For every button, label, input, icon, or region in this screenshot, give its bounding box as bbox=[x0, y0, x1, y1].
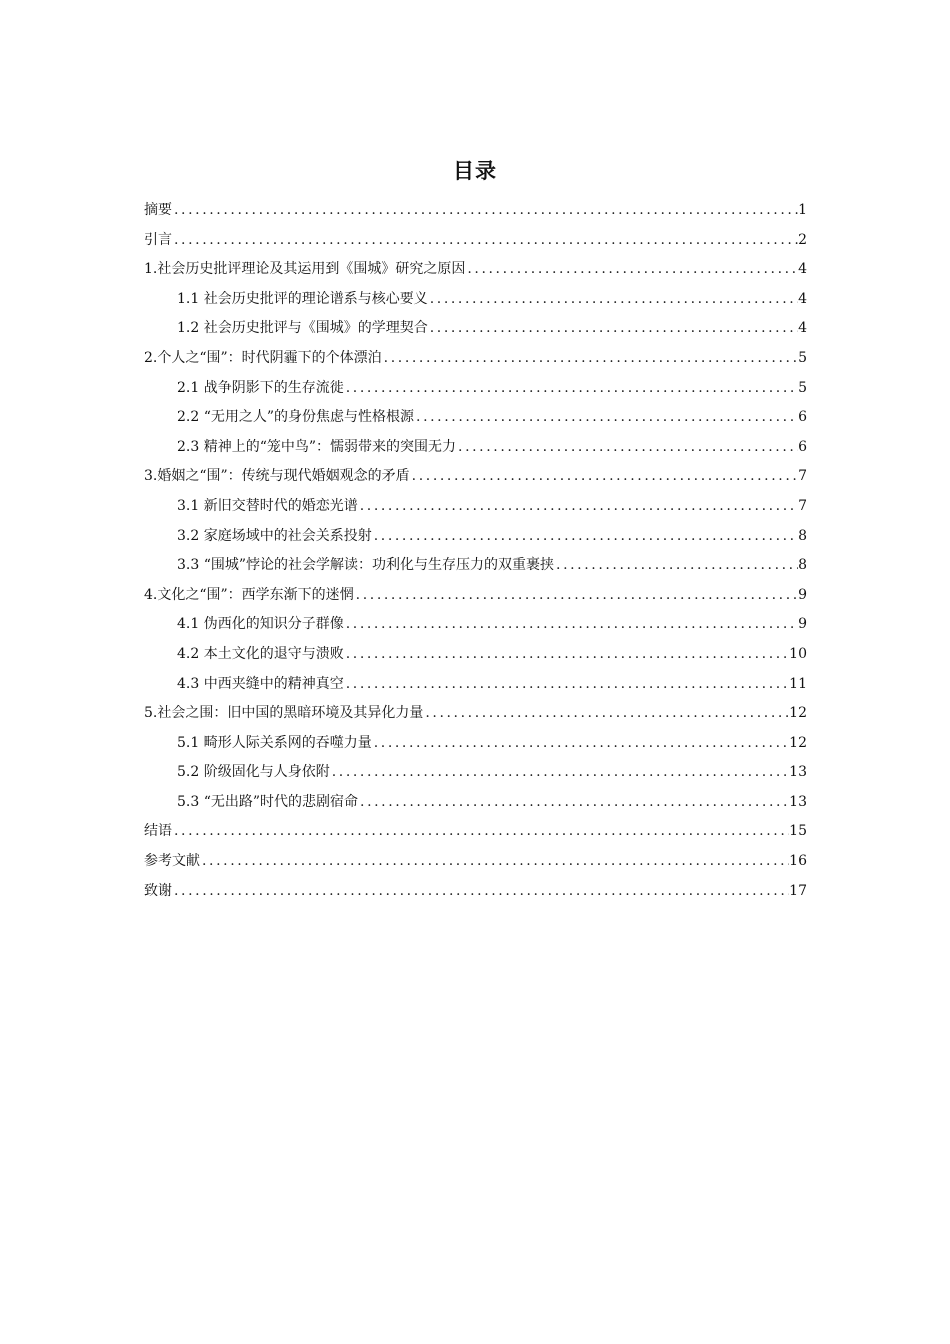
toc-entry-text: 1.社会历史批评理论及其运用到《围城》研究之原因 bbox=[144, 261, 466, 278]
toc-entry[interactable] bbox=[144, 314, 807, 344]
toc-page-number: 13 bbox=[789, 793, 807, 810]
toc-leader-dots bbox=[354, 581, 798, 611]
toc-entry-text: 致谢 bbox=[144, 882, 172, 899]
toc-entry-text: 5.社会之围：旧中国的黑暗环境及其异化力量 bbox=[144, 705, 424, 722]
toc-leader-dots bbox=[172, 817, 789, 847]
table-of-contents bbox=[144, 196, 807, 906]
toc-entry[interactable] bbox=[144, 403, 807, 433]
toc-page-number: 8 bbox=[798, 527, 807, 544]
toc-page-number: 5 bbox=[798, 379, 807, 396]
toc-entry[interactable] bbox=[144, 462, 807, 492]
toc-entry-text: 1.1 社会历史批评的理论谱系与核心要义 bbox=[177, 290, 428, 307]
toc-leader-dots bbox=[344, 374, 798, 404]
toc-page-number: 4 bbox=[798, 290, 807, 307]
toc-entry[interactable] bbox=[144, 581, 807, 611]
toc-entry[interactable] bbox=[144, 729, 807, 759]
toc-entry-text: 2.3 精神上的“笼中鸟”：懦弱带来的突围无力 bbox=[177, 438, 457, 455]
toc-page-number: 1 bbox=[798, 202, 807, 218]
toc-page-number: 7 bbox=[798, 497, 807, 514]
toc-leader-dots bbox=[200, 847, 789, 877]
toc-entry-text: 2.1 战争阴影下的生存流徙 bbox=[177, 379, 344, 396]
toc-page-number: 6 bbox=[798, 409, 807, 426]
toc-leader-dots bbox=[423, 699, 789, 729]
toc-page-number: 2 bbox=[798, 231, 807, 248]
toc-entry[interactable] bbox=[144, 285, 807, 315]
toc-leader-dots bbox=[330, 758, 789, 788]
toc-entry-text: 结语 bbox=[144, 823, 172, 840]
toc-entry-text: 引言 bbox=[144, 231, 172, 248]
toc-leader-dots bbox=[172, 196, 798, 226]
toc-entry[interactable] bbox=[144, 877, 807, 907]
toc-entry[interactable] bbox=[144, 522, 807, 552]
toc-leader-dots bbox=[465, 255, 798, 285]
toc-entry-text: 参考文献 bbox=[144, 853, 200, 870]
toc-page-number: 16 bbox=[789, 853, 807, 870]
toc-entry-text: 5.1 畸形人际关系网的吞噬力量 bbox=[177, 734, 372, 751]
toc-entry-text: 2.2 “无用之人”的身份焦虑与性格根源 bbox=[177, 409, 415, 426]
toc-entry-text: 4.1 伪西化的知识分子群像 bbox=[177, 616, 344, 633]
toc-entry[interactable] bbox=[144, 374, 807, 404]
toc-entry[interactable] bbox=[144, 226, 807, 256]
toc-entry-text: 3.婚姻之“围”：传统与现代婚姻观念的矛盾 bbox=[144, 468, 410, 485]
toc-leader-dots bbox=[358, 788, 789, 818]
toc-leader-dots bbox=[344, 640, 789, 670]
toc-leader-dots bbox=[554, 551, 798, 581]
toc-entry[interactable] bbox=[144, 551, 807, 581]
toc-entry[interactable] bbox=[144, 196, 807, 226]
toc-leader-dots bbox=[456, 433, 798, 463]
toc-entry[interactable] bbox=[144, 670, 807, 700]
toc-page-number: 6 bbox=[798, 438, 807, 455]
toc-entry[interactable] bbox=[144, 610, 807, 640]
toc-leader-dots bbox=[410, 462, 798, 492]
toc-page-number: 11 bbox=[789, 675, 807, 692]
toc-entry-text: 3.1 新旧交替时代的婚恋光谱 bbox=[177, 497, 358, 514]
toc-page-number: 12 bbox=[789, 705, 807, 722]
toc-page-number: 8 bbox=[798, 557, 807, 574]
toc-entry-text: 5.2 阶级固化与人身依附 bbox=[177, 764, 330, 781]
toc-page-number: 17 bbox=[789, 882, 807, 899]
toc-leader-dots bbox=[372, 729, 789, 759]
toc-page-number: 4 bbox=[798, 320, 807, 337]
toc-leader-dots bbox=[172, 226, 798, 256]
toc-entry-text: 5.3 “无出路”时代的悲剧宿命 bbox=[177, 793, 359, 810]
toc-leader-dots bbox=[172, 877, 789, 907]
toc-leader-dots bbox=[382, 344, 798, 374]
toc-entry[interactable] bbox=[144, 788, 807, 818]
toc-leader-dots bbox=[428, 285, 798, 315]
toc-entry[interactable] bbox=[144, 847, 807, 877]
toc-entry[interactable] bbox=[144, 699, 807, 729]
toc-page-number: 5 bbox=[798, 349, 807, 366]
toc-title: 目录 bbox=[453, 159, 497, 183]
toc-leader-dots bbox=[372, 522, 798, 552]
toc-page-number: 4 bbox=[798, 261, 807, 278]
toc-entry-text: 4.3 中西夹缝中的精神真空 bbox=[177, 675, 344, 692]
toc-page-number: 9 bbox=[798, 586, 807, 603]
toc-page-number: 10 bbox=[789, 645, 807, 662]
toc-entry[interactable] bbox=[144, 640, 807, 670]
toc-leader-dots bbox=[428, 314, 798, 344]
toc-entry[interactable] bbox=[144, 344, 807, 374]
toc-entry-text: 4.2 本土文化的退守与溃败 bbox=[177, 645, 344, 662]
toc-entry[interactable] bbox=[144, 492, 807, 522]
toc-entry-text: 2.个人之“围”：时代阴霾下的个体漂泊 bbox=[144, 349, 382, 366]
toc-page-number: 12 bbox=[789, 734, 807, 751]
toc-entry[interactable] bbox=[144, 433, 807, 463]
toc-entry[interactable] bbox=[144, 758, 807, 788]
toc-entry-text: 3.2 家庭场域中的社会关系投射 bbox=[177, 527, 372, 544]
toc-entry[interactable] bbox=[144, 817, 807, 847]
toc-entry[interactable] bbox=[144, 255, 807, 285]
toc-entry-text: 1.2 社会历史批评与《围城》的学理契合 bbox=[177, 320, 428, 337]
toc-entry-text: 3.3 “围城”悖论的社会学解读：功利化与生存压力的双重裹挟 bbox=[177, 557, 555, 574]
toc-leader-dots bbox=[344, 670, 789, 700]
toc-leader-dots bbox=[414, 403, 798, 433]
toc-page-number: 7 bbox=[798, 468, 807, 485]
toc-page-number: 13 bbox=[789, 764, 807, 781]
toc-entry-text: 4.文化之“围”：西学东渐下的迷惘 bbox=[144, 586, 354, 603]
toc-entry-text: 摘要 bbox=[144, 202, 172, 218]
toc-page-number: 15 bbox=[789, 823, 807, 840]
toc-page-number: 9 bbox=[798, 616, 807, 633]
toc-leader-dots bbox=[344, 610, 798, 640]
toc-leader-dots bbox=[358, 492, 798, 522]
